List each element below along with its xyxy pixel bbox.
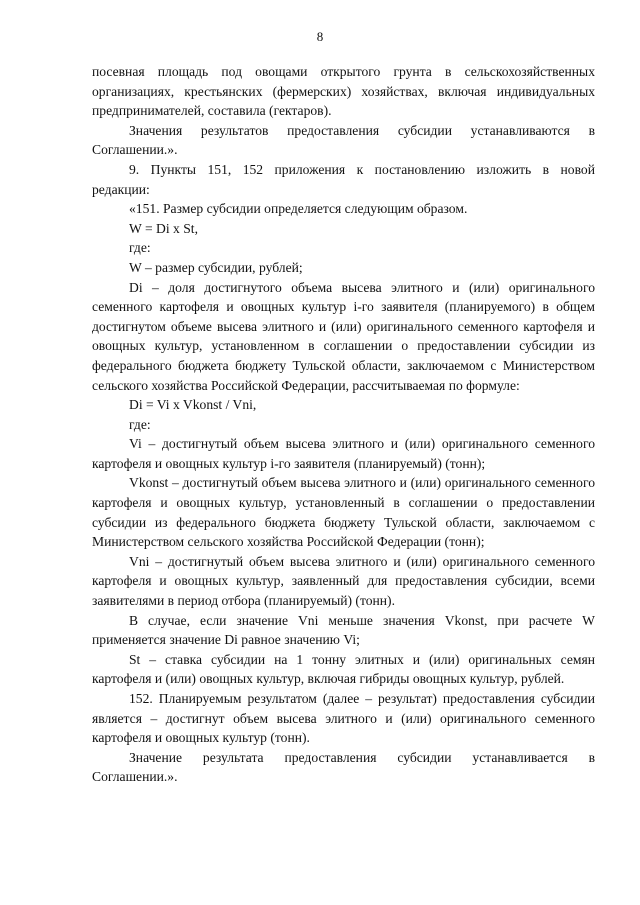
paragraph-vni-case: В случае, если значение Vni меньше значения Vkonst, при расчете W применяется значение Di равное значению Vi; [92,612,595,648]
definition-vni: Vni – достигнутый объем высева элитного и (или) оригинального семенного картофеля и овощных культур, заявленный для предоставления субсидии, всеми заявителями в период отбора (планируемый) (тонн). [92,553,595,609]
definition-vkonst: Vkonst – достигнутый объем высева элитного и (или) оригинального семенного картофеля и овощных культур, установленный в соглашении о предоставлении субсидии из федерального бюджета бюджету Тульской области, заключаемом с Министерством сельского хозяйства Российской Федерации (тонн); [92,475,595,550]
document-body [92,62,595,787]
paragraph-sown-area-continuation: посевная площадь под овощами открытого грунта в сельскохозяйственных организациях, крестьянских (фермерских) хозяйствах, включая индивидуальных предпринимателей, составила (гектаров). [92,64,595,119]
definition-vi: Vi – достигнутый объем высева элитного и (или) оригинального семенного картофеля и овощных культур i-го заявителя (планируемый) (тонн); [92,436,595,471]
paragraph-result-value: Значение результата предоставления субсидии устанавливается в Соглашении.». [92,749,595,785]
paragraph-results-values: Значения результатов предоставления субсидии устанавливаются в Соглашении.». [92,122,595,158]
paragraph-item-9: 9. Пункты 151, 152 приложения к постановлению изложить в новой редакции: [92,161,595,197]
definition-di: Di – доля достигнутого объема высева элитного и (или) оригинального семенного картофеля и овощных культур i-го заявителя (планируемого) в общем достигнутом объеме высева элитного и (или) оригинального семенного картофеля и овощных культур, установленном в соглашении о предоставлении субсидии из федерального бюджета бюджету Тульской области, заключаемом с Министерством сельского хозяйства Российской Федерации, рассчитываемая по формуле: [92,279,595,393]
where-label: где: [129,240,151,256]
where-label: где: [129,416,151,432]
page-number: 8 [316,29,324,44]
paragraph-clause-152: 152. Планируемым результатом (далее – результат) предоставления субсидии является – достигнут объем высева элитного и (или) оригинального семенного картофеля и овощных культур (тонн). [92,691,595,746]
definition-st: St – ставка субсидии на 1 тонну элитных и (или) оригинальных семян картофеля и (или) овощных культур, включая гибриды овощных культур, рублей. [92,651,595,687]
definition-w: W – размер субсидии, рублей; [129,259,303,275]
paragraph-clause-151: «151. Размер субсидии определяется следующим образом. [129,201,468,217]
formula-di: Di = Vi x Vkonst / Vni, [129,397,257,413]
formula-w: W = Di x St, [129,220,198,236]
